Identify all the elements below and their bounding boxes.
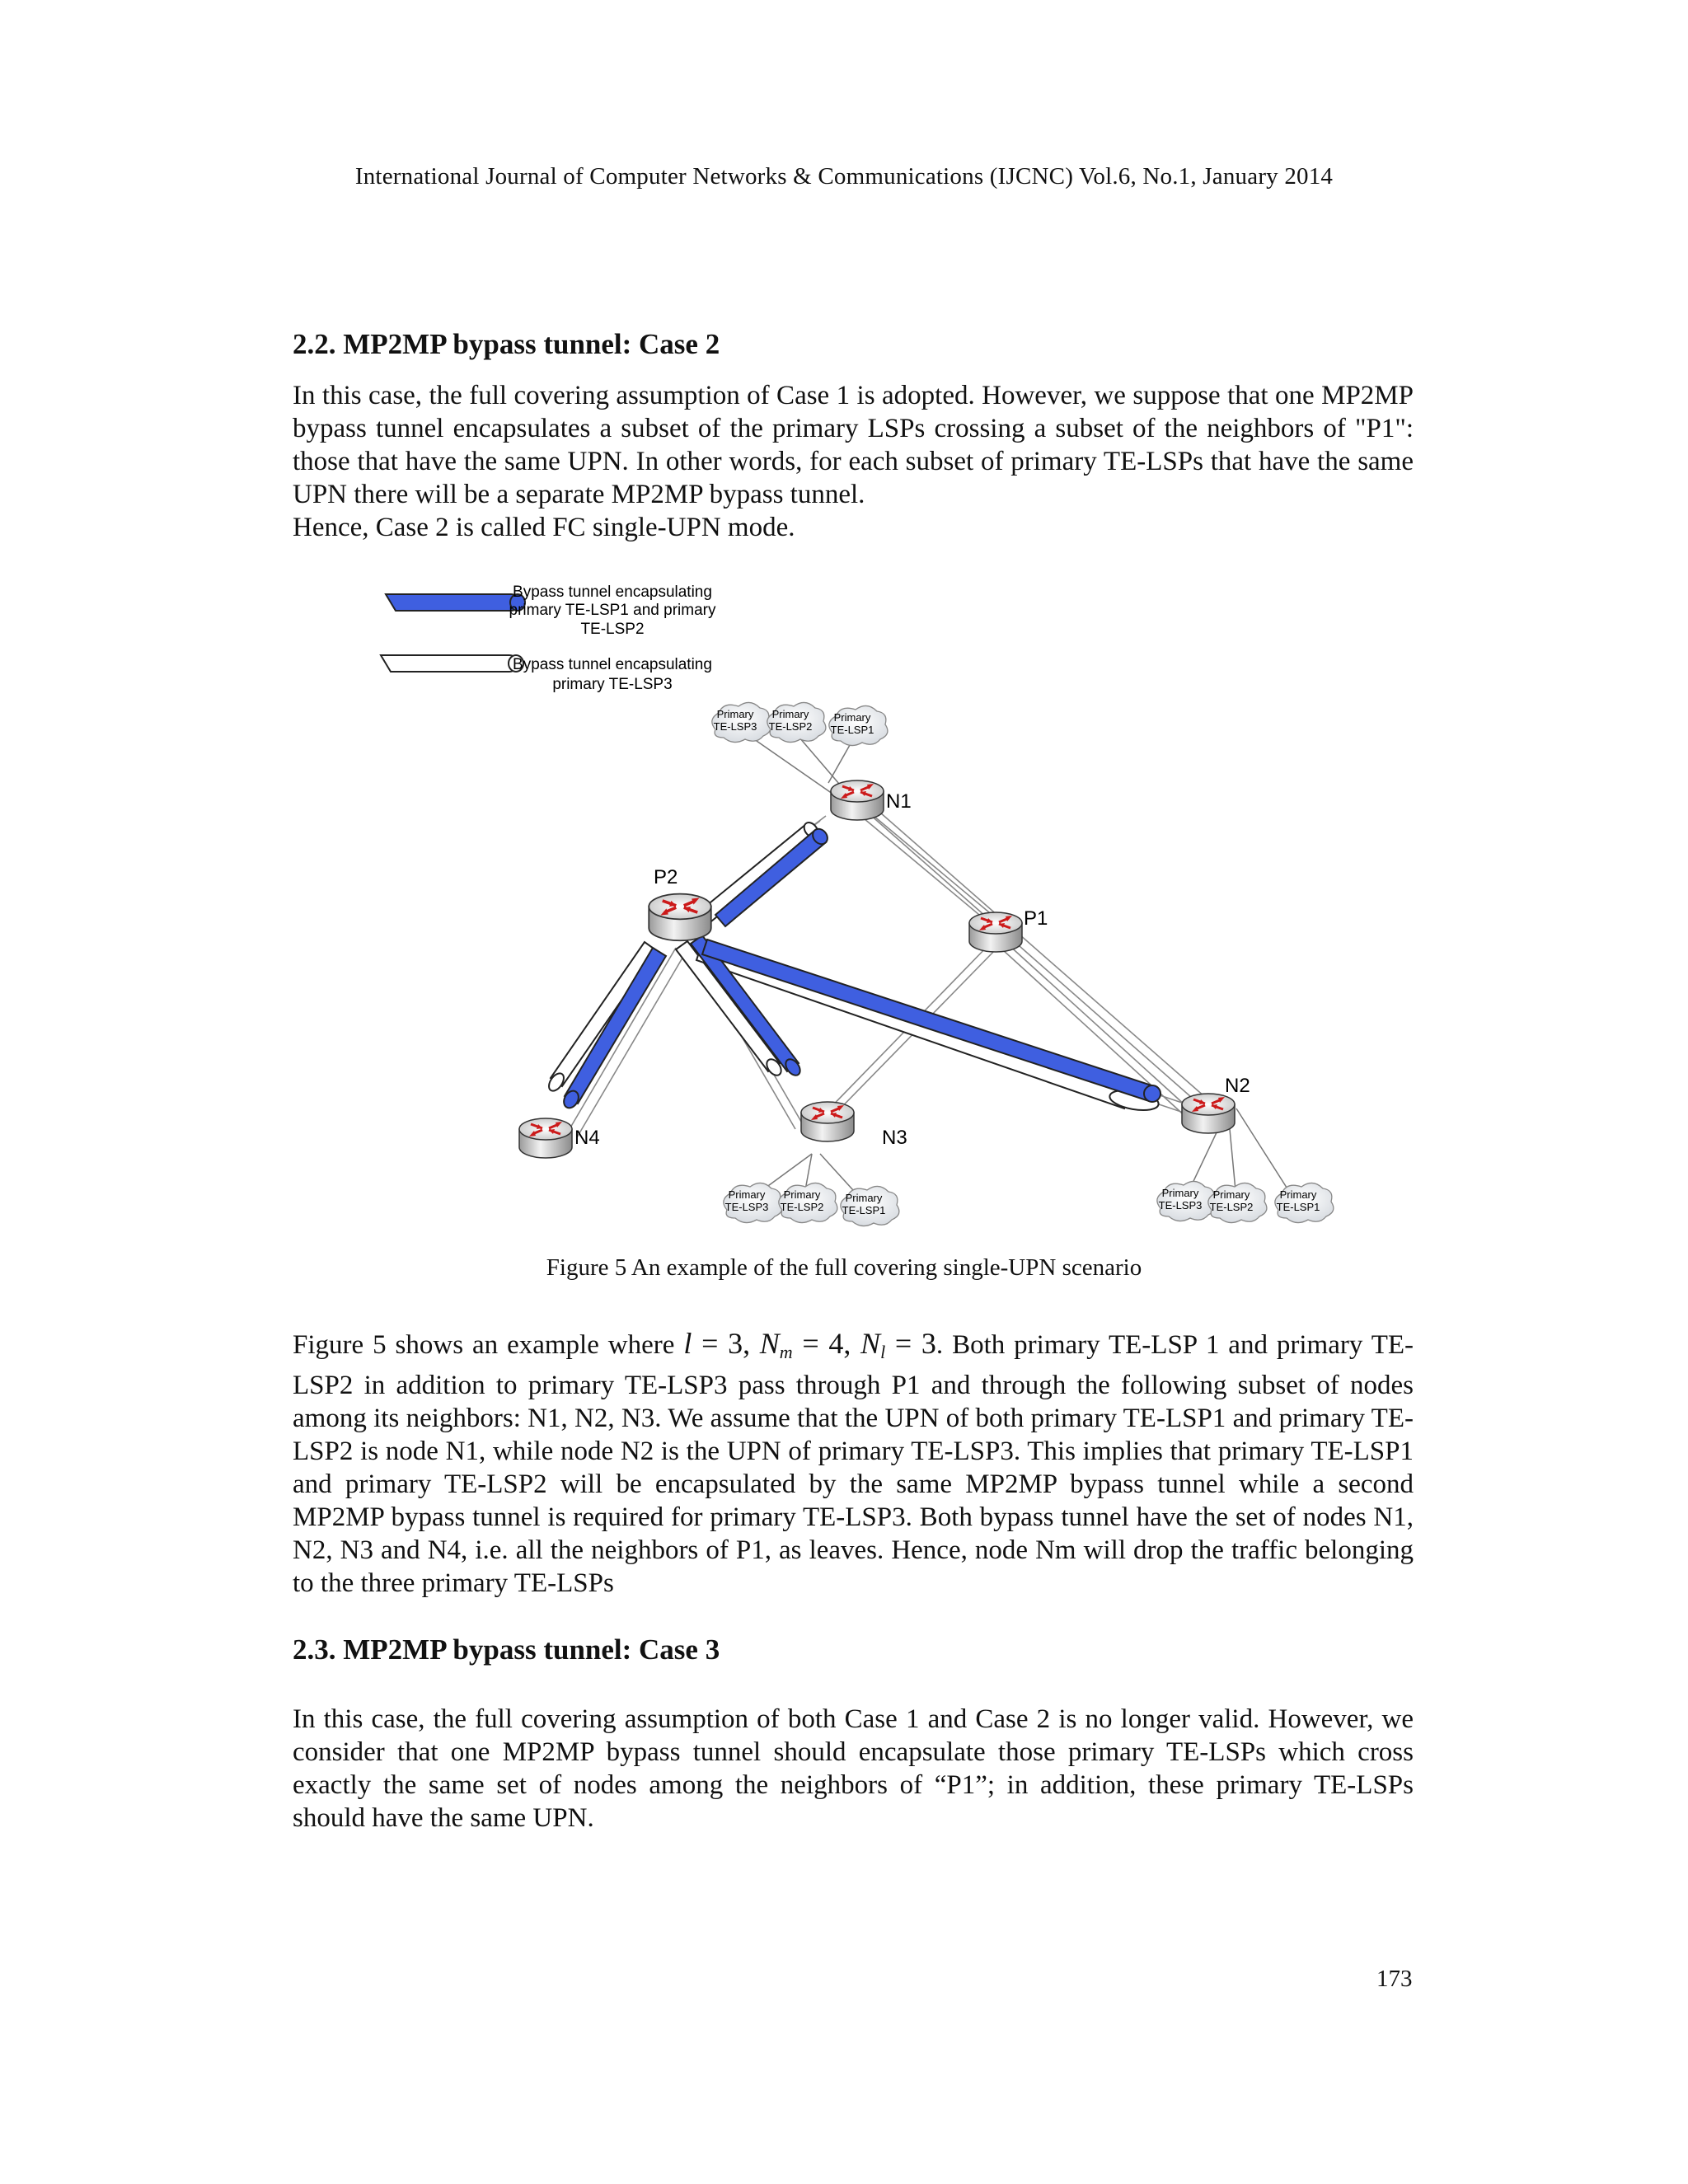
equation-eq2: = 4, xyxy=(792,1327,861,1360)
router-n2-icon xyxy=(1182,1094,1235,1133)
equation-l: l xyxy=(683,1327,692,1360)
cloud-lsp3-n3-primary: Primary xyxy=(728,1188,766,1201)
node-n1-label: N1 xyxy=(886,790,912,813)
cloud-lsp1-n2 xyxy=(1275,1183,1334,1222)
cloud-lsp2-n3-label: TE-LSP2 xyxy=(780,1201,824,1213)
router-p1-icon xyxy=(969,912,1022,952)
cloud-lsp3-n2-primary: Primary xyxy=(1161,1187,1199,1199)
section-2-3-title: 2.3. MP2MP bypass tunnel: Case 3 xyxy=(293,1633,720,1666)
cloud-lsp2-n1 xyxy=(767,702,826,742)
cloud-lsp2-n2-label: TE-LSP2 xyxy=(1209,1201,1254,1213)
node-p1-label: P1 xyxy=(1024,907,1048,930)
cloud-lsp1-n1-primary: Primary xyxy=(833,711,871,724)
figure-5-discussion xyxy=(293,1327,1414,1600)
legend-blue-label-1: Bypass tunnel encapsulating xyxy=(513,583,712,601)
legend xyxy=(381,583,716,693)
equation-n2: N xyxy=(860,1327,881,1360)
legend-blue-label-2: primary TE-LSP1 and primary xyxy=(509,602,716,619)
legend-blue-tube-icon xyxy=(386,594,525,611)
equation-eq3: = 3 xyxy=(885,1327,936,1360)
fig5-lead: Figure 5 shows an example where xyxy=(293,1330,675,1360)
cloud-lsp3-n3 xyxy=(724,1183,782,1222)
equation-l-sub: l xyxy=(880,1342,886,1362)
cloud-lsp1-n1-label: TE-LSP1 xyxy=(830,724,874,736)
cloud-group-n3 xyxy=(724,1183,899,1226)
node-n2-label: N2 xyxy=(1225,1075,1250,1097)
cloud-lsp2-n3 xyxy=(779,1183,837,1222)
running-header: International Journal of Computer Networks & Communications (IJCNC) Vol.6, No.1, January 2014 xyxy=(354,163,1334,190)
cloud-group-n2 xyxy=(1157,1181,1334,1222)
figure-5-caption: Figure 5 An example of the full covering single-UPN scenario xyxy=(546,1254,1142,1281)
cloud-lsp3-n1-label: TE-LSP3 xyxy=(713,720,757,733)
cloud-lsp1-n2-label: TE-LSP1 xyxy=(1276,1201,1320,1213)
router-p2-icon xyxy=(649,894,711,941)
cloud-lsp2-n3-primary: Primary xyxy=(783,1188,821,1201)
cloud-lsp1-n3 xyxy=(841,1186,899,1226)
cloud-lsp2-n2-primary: Primary xyxy=(1212,1188,1250,1201)
equation-eq1: = 3, xyxy=(692,1327,760,1360)
cloud-lsp1-n3-label: TE-LSP1 xyxy=(842,1204,886,1216)
legend-white-label-2: primary TE-LSP3 xyxy=(552,676,673,693)
cloud-lsp3-n2 xyxy=(1157,1181,1216,1221)
legend-blue-label-3: TE-LSP2 xyxy=(580,621,645,638)
cloud-lsp3-n2-label: TE-LSP3 xyxy=(1158,1199,1203,1212)
cloud-lsp2-n2 xyxy=(1208,1183,1267,1222)
bypass-tunnel-lsp1-lsp2 xyxy=(561,826,1160,1110)
cloud-group-n1 xyxy=(712,702,888,745)
section-2-2-body-end: Hence, Case 2 is called FC single-UPN mode. xyxy=(293,513,795,542)
cloud-lsp1-n2-primary: Primary xyxy=(1279,1188,1317,1201)
cloud-lsp2-n1-primary: Primary xyxy=(771,708,809,720)
equation-n: N xyxy=(759,1327,780,1360)
cloud-lsp3-n1 xyxy=(712,702,771,742)
cloud-lsp1-n3-primary: Primary xyxy=(845,1192,883,1204)
node-n3-label: N3 xyxy=(882,1127,907,1149)
cloud-lsp1-n1 xyxy=(829,705,888,745)
legend-white-label-1: Bypass tunnel encapsulating xyxy=(513,656,712,673)
node-p2-label: P2 xyxy=(654,866,678,888)
section-2-3-body: In this case, the full covering assumption of both Case 1 and Case 2 is no longer valid. However, we consider that one MP2MP bypass tunnel should encapsulate those primary TE-LSPs which cross exactly the same set of nodes among the neighbors of “P1”; in addition, these primary TE-LSPs should have the same UPN. xyxy=(293,1704,1414,1833)
router-n3-icon xyxy=(801,1102,854,1141)
node-n4-label: N4 xyxy=(574,1127,600,1149)
cloud-lsp3-n1-primary: Primary xyxy=(716,708,754,720)
router-n4-icon xyxy=(519,1118,572,1158)
section-2-3-paragraph xyxy=(293,1703,1414,1835)
legend-white-tube-icon xyxy=(381,655,523,672)
page-number: 173 xyxy=(1376,1966,1413,1992)
equation-m-sub: m xyxy=(779,1342,793,1362)
fig5-body: . Both primary TE-LSP 1 and primary TE-LSP2 in addition to primary TE-LSP3 pass through P1 and through the following subset of nodes among its neighbors: N1, N2, N3. We assume that the UPN of both primary TE-LSP1 and primary TE-LSP2 is node N1, while node N2 is the UPN of primary TE-LSP3. This implies that primary TE-LSP1 and primary TE-LSP2 will be encapsulated by the same MP2MP bypass tunnel while a second MP2MP bypass tunnel is required for primary TE-LSP3. Both bypass tunnel have the set of nodes N1, N2, N3 and N4, i.e. all the neighbors of P1, as leaves. Hence, node Nm will drop the traffic belonging to the three primary TE-LSPs xyxy=(293,1330,1414,1598)
section-2-2-body: In this case, the full covering assumption of Case 1 is adopted. However, we suppose that one MP2MP bypass tunnel encapsulates a subset of the primary LSPs crossing a subset of the neighbors of "P1": those that have the same UPN. In other words, for each subset of primary TE-LSPs that have the same UPN there will be a separate MP2MP bypass tunnel. xyxy=(293,381,1414,509)
cloud-lsp3-n3-label: TE-LSP3 xyxy=(724,1201,769,1213)
router-n1-icon xyxy=(831,780,884,820)
cloud-lsp2-n1-label: TE-LSP2 xyxy=(768,720,813,733)
section-2-2-title: 2.2. MP2MP bypass tunnel: Case 2 xyxy=(293,328,720,360)
